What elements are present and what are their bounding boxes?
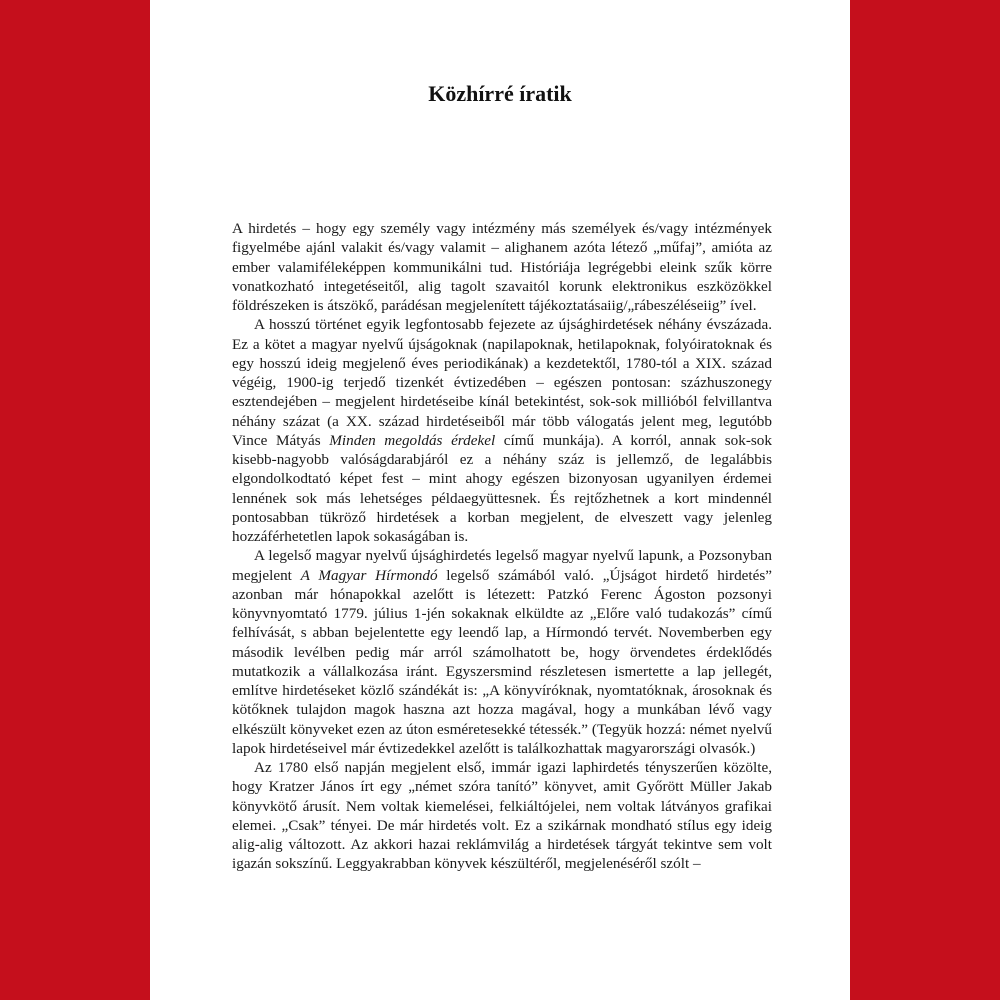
book-title-italic: Minden megoldás érdekel [329, 431, 496, 449]
paragraph-3 [232, 546, 772, 758]
paragraph-4: Az 1780 első napján megjelent első, immár igazi laphirdetés tényszerűen közölte, hogy Kratzer János írt egy „német szóra tanító” könyvet, amit Győrött Müller Jakab könyvkötő árusít. Nem voltak kiemelései, felkiáltójelei, nem voltak látványos grafikai elemei. „Csak” tényei. De már hirdetés volt. Ez a szikárnak mondható stílus egy ideig alig-alig változott. Az akkori hazai reklámvilág a hirdetések tárgyát tekintve sem volt igazán sokszínű. Leggyakrabban könyvek készültéről, megjelenéséről szólt – [232, 759, 772, 873]
body-text [232, 219, 772, 874]
book-page [150, 0, 850, 1000]
newspaper-title-italic: A Magyar Hírmondó [300, 566, 438, 584]
paragraph-3-text-b: legelső számából való. „Újságot hirdető hirdetés” azonban már hónapokkal azelőtt is létezett: Patzkó Ferenc Ágoston pozsonyi könyvnyomtató 1779. július 1-jén sokaknak elküldte az „Előre való tudakozás” című felhívását, s abban bejelentette egy leendő lap, a Hírmondó tervét. Novemberben egy második levélben pedig már arról számolhatott be, hogy örvendetes érdeklődés mutatkozik a vállalkozása iránt. Egyszersmind részletesen ismertette a lap jellegét, említve hirdetéseket közlő szándékát is: „A könyvíróknak, nyomtatóknak, árosoknak és kötőknek tulajdon magok haszna azt hozza magával, hogy a munkában lévő vagy elkészült könyveket ezen az úton esméretesekké tétessék.” (Tegyük hozzá: német nyelvű lapok hirdetéseivel már évtizedekkel azelőtt is találkozhattak magyarországi olvasók.) [232, 566, 773, 757]
paragraph-2-text-a: A hosszú történet egyik legfontosabb fejezete az újsághirdetések néhány évszázada. Ez a kötet a magyar nyelvű újságoknak (napilapoknak, hetilapoknak, folyóiratoknak és egy hosszú ideig megjelenő éves periodikának) a kezdetektől, 1780-tól a XIX. század végéig, 1900-ig terjedő tizenkét évtizedében – egészen pontosan: százhuszonegy esztendejében – megjelent hirdetéseibe kínál betekintést, sok-sok millióból felvillantva néhány százat (a XX. század hirdetéseiből már több válogatás jelent meg, legutóbb Vince Mátyás [232, 316, 772, 449]
paragraph-1: A hirdetés – hogy egy személy vagy intézmény más személyek és/vagy intézmények figyelmébe ajánl valakit és/vagy valamit – alighanem azóta létező „műfaj”, amióta az ember valamiféleképpen kommunikálni tud. Históriája legrégebbi eleink szűk körre vonatkozható integetéseitől, alig tagolt szavaitól korunk elektronikus eszközökkel földrészeken is átszökő, parádésan megjelenített tájékoztatásaiig/„rábeszéléseiig” ível. [232, 220, 772, 314]
paragraph-3-text-a: A legelső magyar nyelvű újsághirdetés legelső magyar nyelvű lapunk, a Pozsonyban megjelent [232, 547, 772, 584]
paragraph-2-text-b: című munkája). A korról, annak sok-sok kisebb-nagyobb valóságdarabjáról ez a néhány száz is jellemző, de legalábbis elgondolkodtató képet fest – mint ahogy egészen bizonyosan ugyanilyen érdemei lennének sok más lehetséges példaegyüttesnek. És rejtőzhetnek a kort mindennél pontosabban tükröző hirdetések a korban megjelent, de elveszett vagy jelenleg hozzáférhetetlen lapok sokaságában is. [232, 431, 772, 545]
page-title: Közhírré íratik [428, 81, 572, 106]
paragraph-2 [232, 315, 772, 546]
